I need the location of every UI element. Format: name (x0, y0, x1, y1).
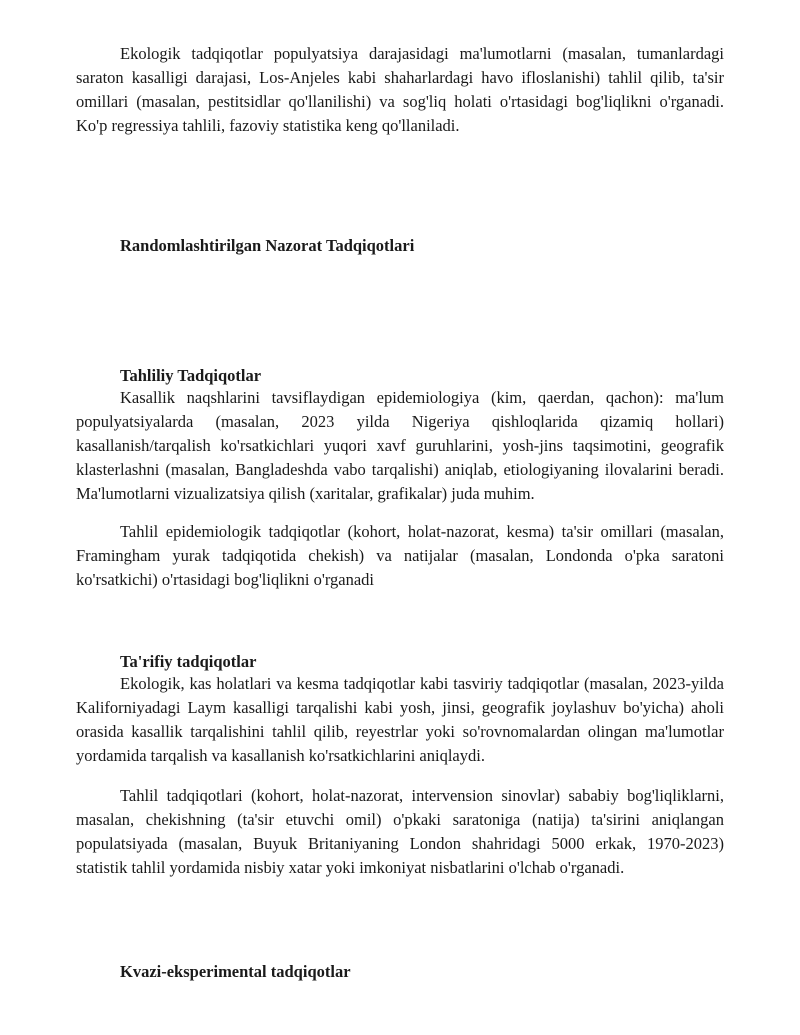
paragraph-descriptive-studies: Ekologik, kas holatlari va kesma tadqiqotlar kabi tasviriy tadqiqotlar (masalan, 2023-yilda Kaliforniyadagi Laym kasalligi tarqalishi kabi yosh, jinsi, geografik joylashuv bo'yicha) aholi orasida kasallik tarqalishini tahlil qilib, reyestrlar yoki so'rovnomalardan olingan ma'lumotlar yordamida tarqalish va kasallanish ko'rsatkichlarini aniqlaydi. (76, 674, 724, 765)
heading-quasi-experimental-studies: Kvazi-eksperimental tadqiqotlar (120, 962, 351, 981)
paragraph-analytic-studies: Tahlil tadqiqotlari (kohort, holat-nazorat, intervension sinovlar) sababiy bog'liqliklarni, masalan, chekishning (ta'sir etuvchi omil) o'pkaki saratoniga (natija) ta'sirini aniqlangan populatsiyada (masalan, Buyuk Britaniyaning London shahridagi 5000 erkak, 1970-2023) statistik tahlil yordamida nisbiy xatar yoki imkoniyat nisbatlarini o'lchab o'rganadi. (76, 786, 724, 877)
paragraph-ecologic-studies: Ekologik tadqiqotlar populyatsiya darajasidagi ma'lumotlarni (masalan, tumanlardagi saraton kasalligi darajasi, Los-Anjeles kabi shaharlardagi havo ifloslanishi) tahlil qilib, ta'sir omillari (masalan, pestitsidlar qo'llanilishi) va sog'liq holati o'rtasidagi bog'liqlikni o'rganadi. Ko'p regressiya tahlili, fazoviy statistika keng qo'llaniladi. (76, 44, 724, 135)
heading-randomized-controlled-trials: Randomlashtirilgan Nazorat Tadqiqotlari (120, 236, 415, 255)
paragraph-analytic-epidemiology: Tahlil epidemiologik tadqiqotlar (kohort, holat-nazorat, kesma) ta'sir omillari (masalan, Framingham yurak tadqiqotida chekish) va natijalar (masalan, Londonda o'pka saratoni ko'rsatkichi) o'rtasidagi bog'liqlikni o'rganadi (76, 522, 724, 589)
paragraph-descriptive-epidemiology: Kasallik naqshlarini tavsiflaydigan epidemiologiya (kim, qaerdan, qachon): ma'lum populyatsiyalarda (masalan, 2023 yilda Nigeriya qishloqlarida qizamiq hollari) kasallanish/tarqalish ko'rsatkichlari yuqori xavf guruhlarini, yosh-jins taqsimotini, geografik klasterlashni (masalan, Bangladeshda vabo tarqalishi) aniqlab, etiologiyaning ilovalarini beradi. Ma'lumotlarni vizualizatsiya qilish (xaritalar, grafikalar) juda muhim. (76, 388, 724, 503)
heading-descriptive-studies: Ta'rifiy tadqiqotlar (120, 652, 257, 671)
heading-analytic-studies: Tahliliy Tadqiqotlar (120, 366, 262, 385)
